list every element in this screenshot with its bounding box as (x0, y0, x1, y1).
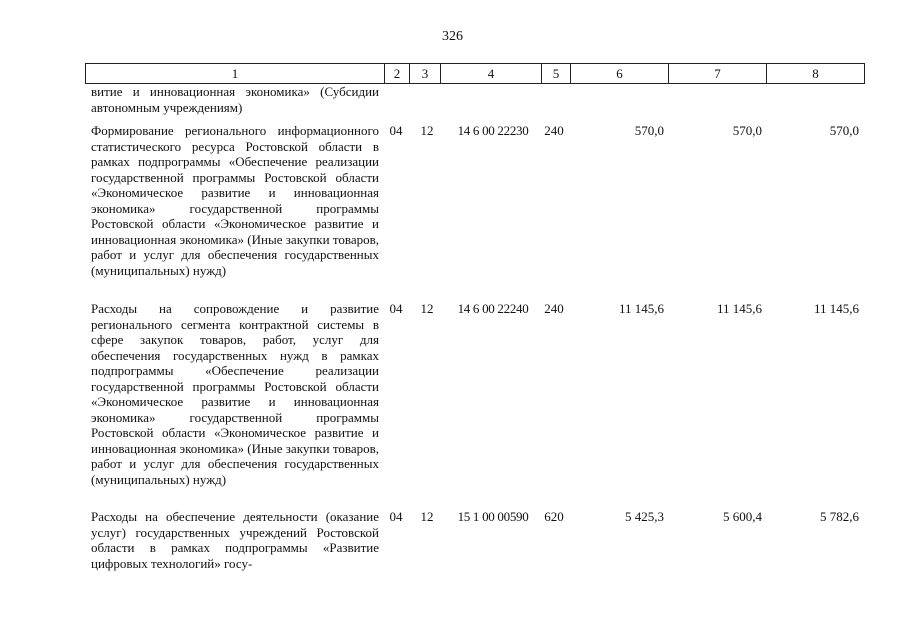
header-col-5: 5 (542, 64, 571, 83)
row-subsection: 12 (420, 301, 434, 316)
header-col-2: 2 (385, 64, 410, 83)
row-section: 04 (389, 301, 403, 316)
row-expense-type: 620 (544, 509, 564, 524)
row-value-1: 11 145,6 (618, 301, 664, 316)
row-section: 04 (389, 509, 403, 524)
row-expense-type: 240 (544, 301, 564, 316)
header-col-6: 6 (571, 64, 669, 83)
row-target-code: 14 6 00 22230 (457, 123, 529, 138)
row-description: Расходы на сопровождение и развитие регионального сегмента контрактной системы в сфере закупок товаров, работ, услуг для обеспечения государственных нужд в рамках подпрограммы «Обеспечение реализации государственной программы Ростовской области «Экономическое развитие и инновационная экономика» государственной программы Ростовской области «Экономическое развитие и инновационная экономика» (Иные закупки товаров, работ и услуг для обеспечения государственных (муниципальных) нужд) (91, 301, 379, 487)
row-description: Формирование регионального информационного статистического ресурса Ростовской области в рамках подпрограммы «Обеспечение реализации государственной программы Ростовской области «Экономическое развитие и инновационная экономика» государственной программы Ростовской области «Экономическое развитие и инновационная экономика» (Иные закупки товаров, работ и услуг для обеспечения государственных (муниципальных) нужд) (91, 123, 379, 278)
header-col-3: 3 (410, 64, 441, 83)
row-subsection: 12 (420, 509, 434, 524)
row-value-3: 5 782,6 (820, 509, 859, 524)
row-target-code: 15 1 00 00590 (457, 509, 529, 524)
row-expense-type: 240 (544, 123, 564, 138)
row-subsection: 12 (420, 123, 434, 138)
row-value-1: 570,0 (634, 123, 664, 138)
row-value-2: 570,0 (732, 123, 762, 138)
row-target-code: 14 6 00 22240 (457, 301, 529, 316)
header-col-7: 7 (669, 64, 767, 83)
page-number: 326 (442, 29, 463, 44)
row-value-2: 5 600,4 (723, 509, 762, 524)
row-value-2: 11 145,6 (716, 301, 762, 316)
row-description: Расходы на обеспечение деятельности (оказание услуг) государственных учреждений Ростовской области в рамках подпрограммы «Развитие цифровых технологий» госу- (91, 509, 379, 571)
table-header (85, 63, 865, 84)
row-value-3: 570,0 (829, 123, 859, 138)
row-section: 04 (389, 123, 403, 138)
header-col-4: 4 (441, 64, 542, 83)
header-col-8: 8 (812, 66, 819, 81)
row-value-1: 5 425,3 (625, 509, 664, 524)
row-description: витие и инновационная экономика» (Субсидии автономным учреждениям) (91, 84, 379, 115)
header-col-1: 1 (86, 64, 385, 83)
row-value-3: 11 145,6 (813, 301, 859, 316)
